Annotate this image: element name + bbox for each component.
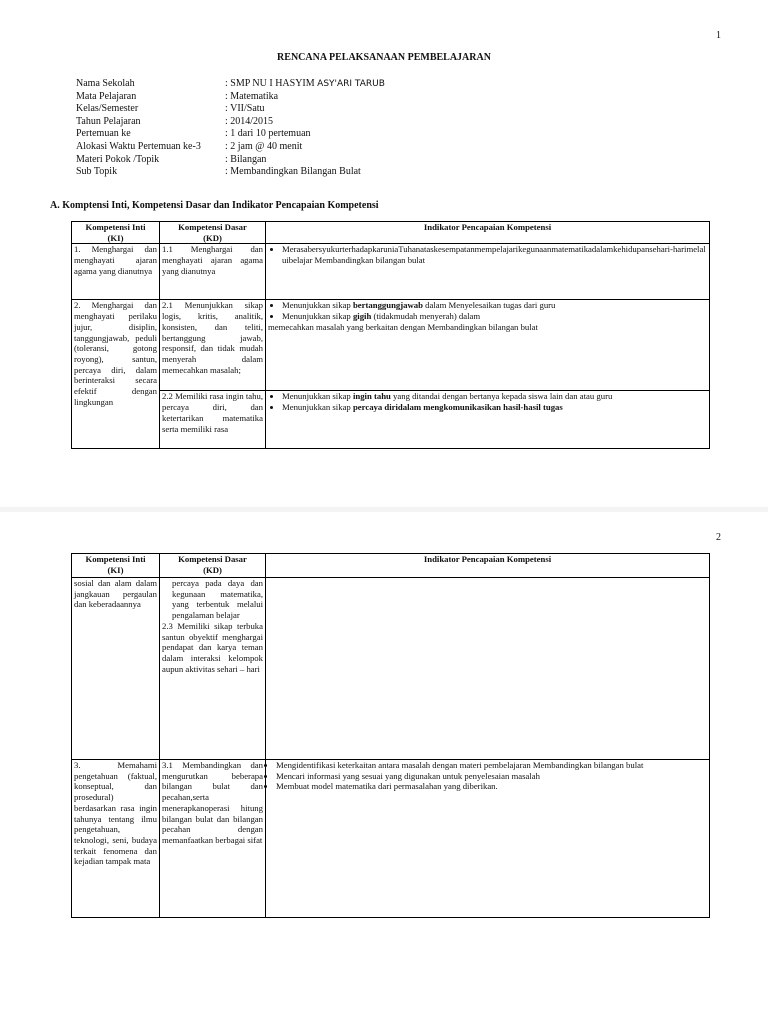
kd-continuation: percaya pada daya dan kegunaan matematika, yang terbentuk melalui pengalaman belajar [172,578,263,621]
info-row-year: Tahun Pelajaran : 2014/2015 [76,115,274,127]
kd-item: 2.3 Memiliki sikap terbuka santun obyektif menghargai pendapat dan karya teman dalam interaksi kelompok aupun aktivitas sehari – hari [162,620,263,674]
indicator-continuation: memecahkan masalah yang berkaitan dengan Membandingkan bilangan bulat [268,321,538,332]
indicator-item: • Menunjukkan sikap ingin tahu yang ditandai dengan bertanya kepada siswa lain dan atau guru [282,391,707,402]
info-row-topic: Materi Pokok /Topik : Bilangan [76,153,267,165]
indicator-item: • MerasabersyukurterhadapkaruniaTuhanataskesempatanmempelajarikegunaanmatematikadalamkehidupansehari-harimelaluibelajar Membandingkan bilangan bulat [282,244,707,265]
indicator-item: • Menunjukkan sikap gigih (tidakmudah menyerah) dalam [282,311,707,322]
header-indicator: Indikator Pencapaian Kompetensi [266,222,710,244]
header-indicator: Indikator Pencapaian Kompetensi [266,554,710,578]
info-row-meeting: Pertemuan ke : 1 dari 10 pertemuan [76,128,311,140]
indicator-item: • Mengidentifikasi keterkaitan antara masalah dengan materi pembelajaran Membandingkan bilangan bulat [276,760,707,771]
indicator-item: • Mencari informasi yang sesuai yang digunakan untuk penyelesaian masalah [276,771,707,782]
header-kd: Kompetensi Dasar (KD) [160,554,266,578]
indicator-cell [266,760,710,918]
kd-cell: 2.1 Menunjukkan sikap logis, kritis, analitik, konsisten, dan teliti, bertanggung jawab, responsif, dan tidak mudah menyerah dalam memecahkan masalah; [160,300,266,391]
page-number: 1 [716,30,721,41]
kd-cell [160,578,266,760]
kd-cell: 1.1 Menghargai dan menghayati ajaran agama yang dianutnya [160,244,266,300]
kd-cell: 2.2 Memiliki rasa ingin tahu, percaya diri, dan ketertarikan matematika serta memiliki rasa [160,391,266,449]
indicator-item: • Menunjukkan sikap bertanggungjawab dalam Menyelesaikan tugas dari guru [282,300,707,311]
indicator-cell [266,300,710,391]
info-row-time: Alokasi Waktu Pertemuan ke-3 : 2 jam @ 40 menit [76,140,303,152]
document-page-2 [0,512,768,1024]
info-row-school: Nama Sekolah : SMP NU I HASYIM ASY'ARI TARUB [76,78,385,89]
info-row-subtopic: Sub Topik : Membandingkan Bilangan Bulat [76,166,361,178]
indicator-cell [266,578,710,760]
competency-table-page-1 [71,221,710,449]
indicator-item: • Menunjukkan sikap percaya diridalam mengkomunikasikan hasil-hasil tugas [282,402,707,413]
page-number: 2 [716,532,721,543]
indicator-cell [266,244,710,300]
kd-cell: 3.1 Membandingkan dan mengurutkan beberapa bilangan bulat dan pecahan,serta menerapkanoperasi hitung bilangan bulat dan bilangan pecahan dengan memanfaatkan berbagai sifat [160,760,266,918]
ki-cell: sosial dan alam dalam jangkauan pergaulan dan keberadaannya [72,578,160,760]
info-row-class: Kelas/Semester : VII/Satu [76,103,265,115]
info-row-subject: Mata Pelajaran : Matematika [76,90,279,102]
header-ki: Kompetensi Inti (KI) [72,554,160,578]
identity-block [76,78,385,179]
header-ki: Kompetensi Inti (KI) [72,222,160,244]
document-title: RENCANA PELAKSANAAN PEMBELAJARAN [277,52,491,63]
section-heading: A. Komptensi Inti, Kompetensi Dasar dan Indikator Pencapaian Kompetensi [50,200,379,211]
ki-cell: 1. Menghargai dan menghayati ajaran agama yang dianutnya [72,244,160,300]
competency-table-page-2 [71,553,710,918]
ki-cell: 2. Menghargai dan menghayati perilaku jujur, disiplin, tanggungjawab, peduli (toleransi, gotong royong), santun, percaya diri, dalam berinteraksi secara efektif dengan lingkungan [72,300,160,449]
ki-cell: 3. Memahami pengetahuan (faktual, konseptual, dan prosedural) berdasarkan rasa ingin tahunya tentang ilmu pengetahuan, teknologi, seni, budaya terkait fenomena dan kejadian tampak mata [72,760,160,918]
indicator-cell [266,391,710,449]
indicator-item: • Membuat model matematika dari permasalahan yang diberikan. [276,781,707,792]
header-kd: Kompetensi Dasar (KD) [160,222,266,244]
